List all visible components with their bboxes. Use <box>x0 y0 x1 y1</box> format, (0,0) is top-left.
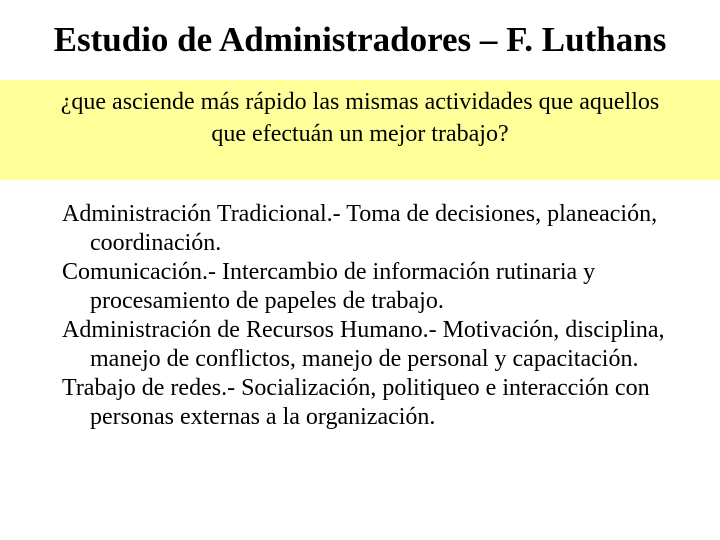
question-text <box>0 86 720 150</box>
topic-item-communication: Comunicación.- Intercambio de información rutinaria y procesamiento de papeles de trabajo. <box>62 259 596 314</box>
question-line-1: ¿que asciende más rápido las mismas actividades que aquellos <box>60 89 660 115</box>
question-line-2: que efectuán un mejor trabajo? <box>211 121 509 147</box>
topic-item-networking: Trabajo de redes.- Socialización, politiqueo e interacción con personas externas a la organización. <box>62 375 650 430</box>
topic-item-traditional-management: Administración Tradicional.- Toma de decisiones, planeación, coordinación. <box>62 201 658 256</box>
slide-title: Estudio de Administradores – F. Luthans <box>53 20 667 59</box>
topic-item-human-resources: Administración de Recursos Humano.- Motivación, disciplina, manejo de conflictos, manejo de personal y capacitación. <box>62 317 665 372</box>
topic-list <box>62 200 712 432</box>
question-box <box>0 80 720 180</box>
